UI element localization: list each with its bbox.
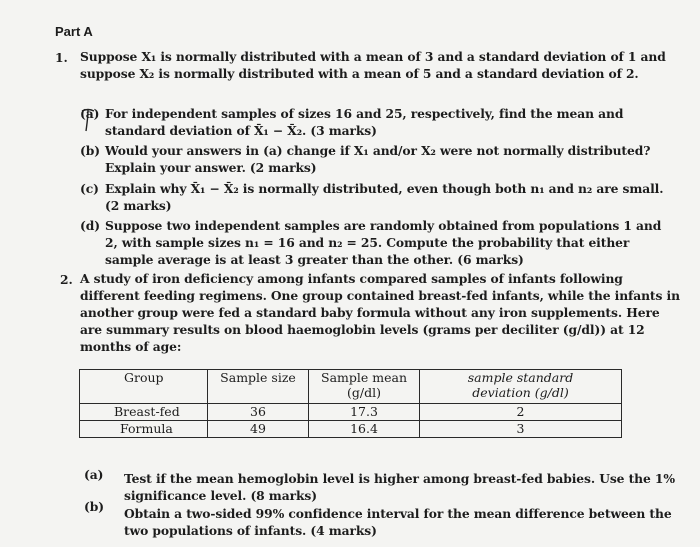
q2b-label: (b)	[84, 499, 104, 514]
q2b-line2: two populations of infants. (4 marks)	[124, 523, 377, 538]
table-cell: 2	[420, 404, 622, 421]
q1-number: 1.	[55, 50, 68, 65]
q1b-line1: Would your answers in (a) change if X₁ and/or X₂ were not normally distributed?	[105, 143, 651, 158]
table-cell: 49	[208, 421, 309, 438]
table-cell: 36	[208, 404, 309, 421]
q2-line: are summary results on blood haemoglobin levels (grams per deciliter (g/dl)) at 12	[80, 322, 645, 337]
q1d-line3: sample average is at least 3 greater than the other. (6 marks)	[105, 252, 524, 267]
table-cell: Breast-fed	[80, 404, 208, 421]
q1a-line2: standard deviation of X̄₁ − X̄₂. (3 marks)	[105, 123, 377, 138]
q1-intro-line2: suppose X₂ is normally distributed with a mean of 5 and a standard deviation of 2.	[80, 66, 639, 81]
q2-line: A study of iron deficiency among infants compared samples of infants following	[80, 271, 623, 286]
q1b-line2: Explain your answer. (2 marks)	[105, 160, 317, 175]
q2b-line1: Obtain a two-sided 99% confidence interval for the mean difference between the	[124, 506, 672, 521]
q1d-label: (d)	[80, 218, 100, 233]
table-cell: Formula	[80, 421, 208, 438]
q1d-line1: Suppose two independent samples are randomly obtained from populations 1 and	[105, 218, 662, 233]
q1-intro-line1: Suppose X₁ is normally distributed with a mean of 3 and a standard deviation of 1 and	[80, 49, 666, 64]
q1c-line2: (2 marks)	[105, 198, 172, 213]
q1a-line1: For independent samples of sizes 16 and 25, respectively, find the mean and	[105, 106, 624, 121]
table-header-sample-mean: Sample mean (g/dl)	[309, 370, 420, 404]
q1b-label: (b)	[80, 143, 100, 158]
q1d-line2: 2, with sample sizes n₁ = 16 and n₂ = 25. Compute the probability that either	[105, 235, 630, 250]
q1a-label: (a)	[80, 106, 100, 121]
q2a-line1: Test if the mean hemoglobin level is higher among breast-fed babies. Use the 1%	[124, 471, 675, 486]
table-cell: 17.3	[309, 404, 420, 421]
table-cell: 3	[420, 421, 622, 438]
table-header-group: Group	[80, 370, 208, 404]
table-row	[80, 404, 622, 421]
q2-line: months of age:	[80, 339, 182, 354]
q1c-line1: Explain why X̄₁ − X̄₂ is normally distributed, even though both n₁ and n₂ are small.	[105, 181, 664, 196]
table-cell: 16.4	[309, 421, 420, 438]
table-header-sample-size: Sample size	[208, 370, 309, 404]
q2-line: another group were fed a standard baby formula without any iron supplements. Here	[80, 305, 660, 320]
q2-line: different feeding regimens. One group contained breast-fed infants, while the infants in	[80, 288, 680, 303]
q2a-label: (a)	[84, 467, 104, 482]
part-title: Part A	[55, 24, 93, 39]
q2a-line2: significance level. (8 marks)	[124, 488, 317, 503]
q1c-label: (c)	[80, 181, 99, 196]
haemoglobin-summary-table	[79, 369, 622, 438]
table-row	[80, 421, 622, 438]
table-header-row	[80, 370, 622, 404]
q2-number: 2.	[60, 272, 73, 287]
table-header-sample-sd: sample standard deviation (g/dl)	[420, 370, 622, 404]
